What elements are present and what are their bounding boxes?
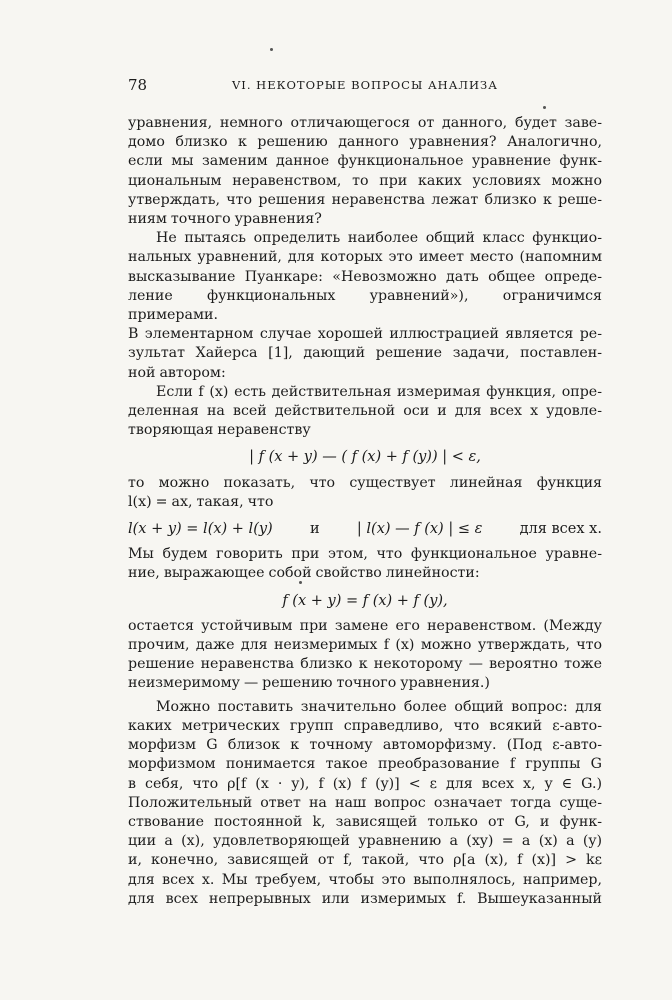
paragraph-7 [128, 698, 602, 909]
text-line: каких метрических групп справедливо, что всякий ε-авто- [128, 717, 602, 734]
print-speck [270, 48, 273, 51]
text-line: морфизмом понимается такое преобразование f группы G [128, 756, 602, 773]
text-line: для всех непрерывных или измеримых f. Вышеуказанный [128, 890, 602, 907]
running-title: VI. НЕКОТОРЫЕ ВОПРОСЫ АНАЛИЗА [232, 78, 498, 92]
text-line: l(x) = ax, такая, что [128, 493, 274, 510]
paragraph-2 [128, 229, 602, 383]
paragraph-4 [128, 474, 602, 512]
text-line: домо близко к решению данного уравнения? Аналогично, [128, 134, 602, 151]
text-line: и, конечно, зависящей от f, такой, что ρ[a (x), f (x)] > kε [128, 852, 602, 869]
text-line: уравнения, немного отличающегося от данного, будет заве- [128, 115, 602, 131]
paragraph-1 [128, 114, 602, 229]
text-line: ции a (x), удовлетворяющей уравнению a (xy) = a (x) a (y) [128, 833, 602, 850]
text-line: циональным неравенством, то при каких условиях можно [128, 172, 602, 189]
page-header [128, 76, 602, 100]
text-line: ной автором: [128, 364, 226, 381]
text-line: Мы будем говорить при этом, что функциональное уравне- [128, 546, 602, 563]
formula-inequality: | f (x + y) — ( f (x) + f (y)) | < ε, [249, 449, 481, 466]
text-line: прочим, даже для неизмеримых f (x) можно утверждать, что [128, 637, 602, 654]
text-line: ниям точного уравнения? [128, 211, 322, 228]
paragraph-6 [128, 617, 602, 694]
formula-cauchy: f (x + y) = f (x) + f (y), [282, 592, 448, 609]
text-line: Можно поставить значительно более общий вопрос: для [156, 698, 602, 715]
text-line: высказывание Пуанкаре: «Невозможно дать общее опреде- [128, 268, 602, 285]
text-line: для всех x. Мы требуем, чтобы это выполнялось, например, [128, 871, 602, 888]
text-line: Не пытаясь определить наиболее общий класс функцио- [156, 230, 602, 247]
text-line: в себя, что ρ[f (x · y), f (x) f (y)] < ε для всех x, y ∈ G.) [128, 775, 602, 792]
text-line: ление функциональных уравнений»), ограничимся примерами. [128, 287, 602, 324]
formula-part: для всех x. [519, 521, 602, 538]
text-line: Положительный ответ на наш вопрос означает тогда суще- [128, 794, 602, 811]
text-line: морфизм G близок к точному автоморфизму. (Под ε-авто- [128, 737, 602, 754]
formula-linear [128, 520, 602, 539]
page-number: 78 [128, 76, 148, 94]
text-line: утверждать, что решения неравенства лежат близко к реше- [128, 191, 602, 208]
text-line: ние, выражающее собой свойство линейности: [128, 565, 480, 582]
body-text [128, 114, 602, 909]
formula-part: и [309, 521, 320, 538]
text-line: неизмеримому — решению точного уравнения.) [128, 675, 490, 692]
text-line: деленная на всей действительной оси и для всех x удовле- [128, 403, 602, 420]
paragraph-3 [128, 383, 602, 441]
text-line: остается устойчивым при замене его неравенством. (Между [128, 617, 602, 634]
text-line: зультат Хайерса [1], дающий решение задачи, поставлен- [128, 345, 602, 362]
text-line: то можно показать, что существует линейная функция [128, 474, 602, 491]
text-line: Если f (x) есть действительная измеримая функция, опре- [156, 383, 602, 400]
formula-part: l(x + y) = l(x) + l(y) [128, 521, 273, 538]
text-line: решение неравенства близко к некоторому — вероятно тоже [128, 656, 602, 673]
text-line: нальных уравнений, для которых это имеет место (напомним [128, 249, 602, 266]
text-line: В элементарном случае хорошей иллюстрацией является ре- [128, 326, 602, 343]
formula-part: | l(x) — f (x) | ≤ ε [356, 521, 483, 538]
paragraph-5 [128, 545, 602, 583]
text-line: творяющая неравенству [128, 422, 311, 439]
text-line: если мы заменим данное функциональное уравнение функ- [128, 153, 602, 170]
text-line: ствование постоянной k, зависящей только от G, и функ- [128, 813, 602, 830]
print-speck [543, 106, 546, 109]
